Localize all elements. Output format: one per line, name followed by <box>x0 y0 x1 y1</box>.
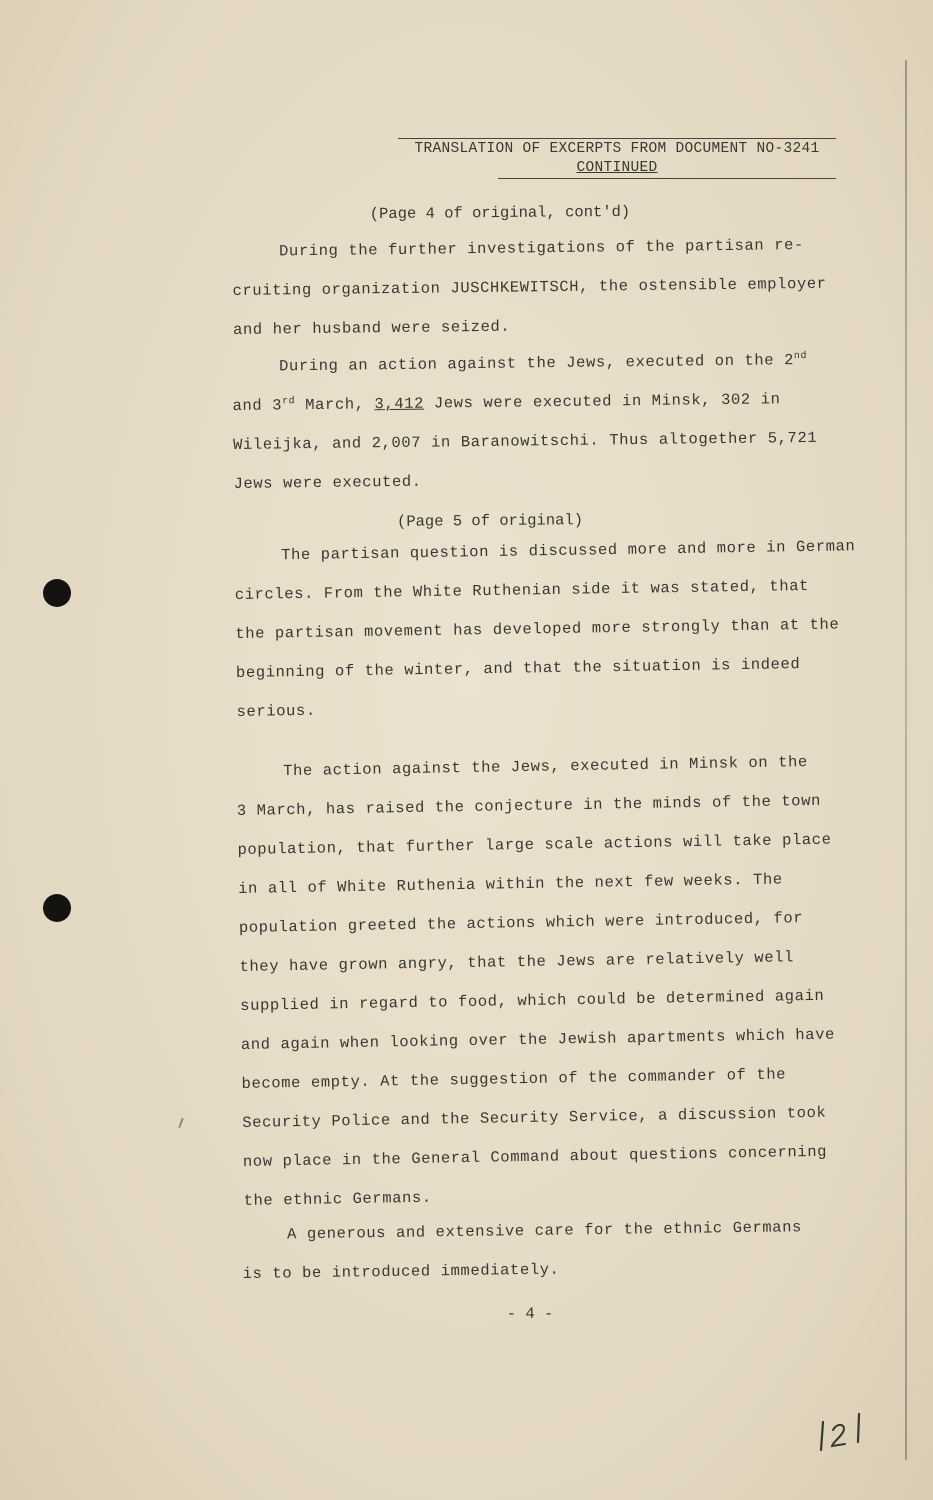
text-segment: During an action against the Jews, executed on the 2 <box>278 351 795 376</box>
text-line: and again when looking over the Jewish apartments which have <box>240 1025 836 1054</box>
text-line <box>279 351 807 375</box>
text-line: serious. <box>236 701 316 721</box>
text-segment: March, <box>295 395 375 415</box>
text-line: is to be introduced immediately. <box>242 1260 560 1283</box>
text-line: population greeted the actions which were introduced, for <box>238 909 804 937</box>
page-number: - 4 - <box>506 1305 554 1323</box>
handwritten-page-number <box>815 1410 875 1459</box>
superscript: nd <box>793 350 808 363</box>
text-line: supplied in regard to food, which could be determined again <box>240 986 825 1015</box>
header-title: TRANSLATION OF EXCERPTS FROM DOCUMENT NO-3241 <box>414 141 820 157</box>
text-line: they have grown angry, that the Jews are relatively well <box>239 948 795 976</box>
page-reference-4: (Page 4 of original, cont'd) <box>369 202 631 224</box>
text-segment: and 3 <box>232 396 283 415</box>
header-subtitle: CONTINUED <box>576 160 658 176</box>
text-line: 3 March, has raised the conjecture in the minds of the town <box>236 791 822 820</box>
text-line: Security Police and the Security Service, a discussion took <box>242 1103 827 1132</box>
text-line: population, that further large scale actions will take place <box>237 830 832 859</box>
underlined-number: 3,412 <box>374 394 425 414</box>
text-line: The partisan question is discussed more and more in German <box>280 537 856 565</box>
text-line: Jews were executed. <box>233 472 422 493</box>
text-line: the ethnic Germans. <box>243 1188 432 1210</box>
text-line: The action against the Jews, executed in Minsk on the <box>282 753 809 781</box>
text-line: During the further investigations of the partisan re- <box>278 236 804 261</box>
text-line: in all of White Ruthenia within the next few weeks. The <box>238 870 783 898</box>
text-line: the partisan movement has developed more strongly than at the <box>235 615 840 643</box>
text-line: Wileijka, and 2,007 in Baranowitschi. Thus altogether 5,721 <box>232 428 818 454</box>
paragraph-1 <box>232 236 842 339</box>
page-reference-5: (Page 5 of original) <box>396 511 584 531</box>
page-edge-line <box>905 60 907 1460</box>
superscript: rd <box>281 396 296 408</box>
punch-hole-top <box>43 579 71 607</box>
text-line: cruiting organization JUSCHKEWITSCH, the ostensible employer <box>232 274 827 300</box>
margin-mark <box>178 1118 183 1128</box>
text-segment: Jews were executed in Minsk, 302 in <box>423 390 781 413</box>
paragraph-2 <box>232 350 842 493</box>
paragraph-4 <box>236 752 846 1210</box>
text-line: and her husband were seized. <box>232 317 511 339</box>
text-line: become empty. At the suggestion of the commander of the <box>241 1065 787 1093</box>
text-line: now place in the General Command about questions concerning <box>242 1142 828 1171</box>
text-line: beginning of the winter, and that the situation is indeed <box>235 655 801 682</box>
text-line: A generous and extensive care for the ethnic Germans <box>286 1218 803 1244</box>
document-header <box>398 138 836 179</box>
header-bottom-rule <box>498 178 836 179</box>
paragraph-3 <box>234 537 856 721</box>
text-line <box>232 390 780 415</box>
paragraph-5 <box>242 1218 842 1283</box>
text-line: circles. From the White Ruthenian side it was stated, that <box>234 576 810 604</box>
punch-hole-bottom <box>43 894 71 922</box>
